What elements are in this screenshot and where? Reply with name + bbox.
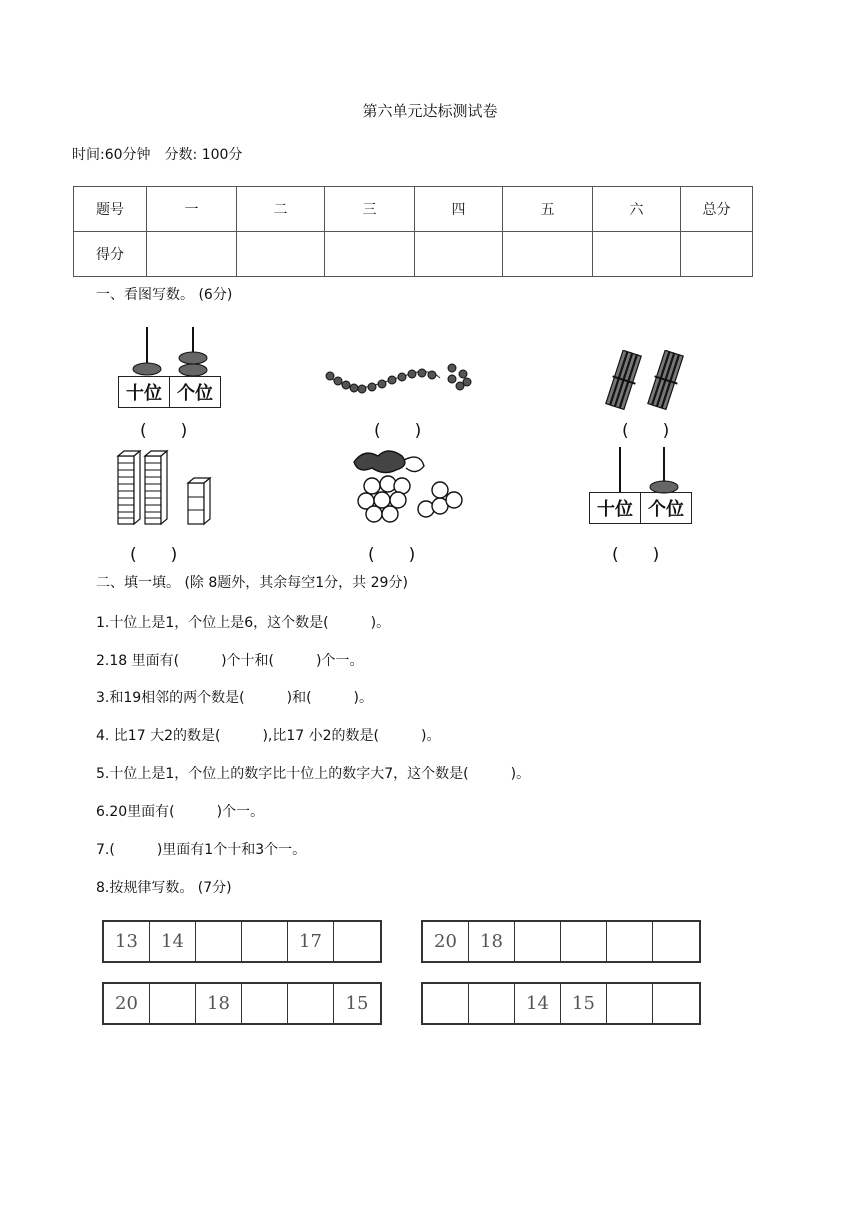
sequence-cell[interactable]: 20 <box>423 922 469 961</box>
score-header-cell: 三 <box>325 187 415 232</box>
tens-label: 十位 <box>119 377 170 407</box>
bead-string-figure <box>322 360 482 400</box>
score-input-cell[interactable] <box>237 232 325 277</box>
sequence-cell[interactable] <box>196 922 242 961</box>
number-sequence-3 <box>102 982 382 1025</box>
sequence-cell[interactable] <box>515 922 561 961</box>
sequence-cell[interactable] <box>653 984 699 1023</box>
question-4: 4. 比17 大2的数是( ),比17 小2的数是( )。 <box>96 728 441 744</box>
section-1-heading: 一、看图写数。 (6分) <box>96 287 233 303</box>
score-table-header-row <box>74 187 753 232</box>
ones-label: 个位 <box>648 499 684 520</box>
place-value-box-1 <box>118 376 221 408</box>
page-title: 第六单元达标测试卷 <box>362 102 498 120</box>
number-sequence-4 <box>421 982 701 1025</box>
number-sequence-2 <box>421 920 701 963</box>
score-header-cell: 五 <box>503 187 593 232</box>
score-input-cell[interactable] <box>147 232 237 277</box>
ones-label: 个位 <box>177 383 213 404</box>
question-8: 8.按规律写数。 (7分) <box>96 880 232 896</box>
answer-blank-2[interactable]: ( ) <box>374 421 422 441</box>
answer-blank-4[interactable]: ( ) <box>130 545 178 565</box>
score-input-cell[interactable] <box>681 232 753 277</box>
sequence-cell[interactable] <box>607 984 653 1023</box>
sequence-cell[interactable] <box>288 984 334 1023</box>
score-header-cell: 总分 <box>681 187 753 232</box>
sequence-cell[interactable] <box>423 984 469 1023</box>
question-5: 5.十位上是1，个位上的数字比十位上的数字大7，这个数是( )。 <box>96 766 531 782</box>
abacus-bead <box>179 352 207 364</box>
sequence-cell[interactable]: 14 <box>515 984 561 1023</box>
sequence-cell[interactable]: 17 <box>288 922 334 961</box>
sequence-cell[interactable] <box>334 922 380 961</box>
abacus-bead <box>133 363 161 375</box>
sequence-cell[interactable]: 13 <box>104 922 150 961</box>
score-header-cell: 二 <box>237 187 325 232</box>
question-1: 1.十位上是1，个位上是6，这个数是( )。 <box>96 615 391 631</box>
question-6: 6.20里面有( )个一。 <box>96 804 265 820</box>
sequence-cell[interactable] <box>242 922 288 961</box>
cube-columns-figure <box>112 448 217 528</box>
answer-blank-5[interactable]: ( ) <box>368 545 416 565</box>
stick-bundles-figure <box>604 350 694 412</box>
score-header-cell: 一 <box>147 187 237 232</box>
abacus-figure-2 <box>588 445 698 495</box>
exam-meta: 时间:60分钟 分数: 100分 <box>72 147 243 163</box>
sequence-cell[interactable]: 20 <box>104 984 150 1023</box>
score-input-cell[interactable] <box>593 232 681 277</box>
question-2: 2.18 里面有( )个十和( )个一。 <box>96 653 364 669</box>
question-7: 7.( )里面有1个十和3个一。 <box>96 842 307 858</box>
tens-label: 十位 <box>590 493 641 523</box>
number-sequence-1 <box>102 920 382 963</box>
score-input-cell[interactable] <box>325 232 415 277</box>
score-input-cell[interactable] <box>503 232 593 277</box>
sequence-cell[interactable] <box>469 984 515 1023</box>
section-2-heading: 二、填一填。 (除 8题外，其余每空1分，共 29分) <box>96 575 408 591</box>
score-table-score-row <box>74 232 753 277</box>
score-row-label: 得分 <box>74 232 147 277</box>
sequence-cell[interactable]: 15 <box>345 993 369 1014</box>
score-input-cell[interactable] <box>415 232 503 277</box>
answer-blank-3[interactable]: ( ) <box>622 421 670 441</box>
abacus-figure-1 <box>115 325 225 381</box>
sequence-cell[interactable] <box>150 984 196 1023</box>
sequence-cell[interactable] <box>561 922 607 961</box>
answer-blank-6[interactable]: ( ) <box>612 545 660 565</box>
sequence-cell[interactable]: 18 <box>196 984 242 1023</box>
question-3: 3.和19相邻的两个数是( )和( )。 <box>96 690 374 706</box>
score-header-cell: 四 <box>415 187 503 232</box>
grapes-figure <box>344 446 474 526</box>
answer-blank-1[interactable]: ( ) <box>140 421 188 441</box>
abacus-bead <box>179 364 207 376</box>
sequence-cell[interactable]: 18 <box>469 922 515 961</box>
sequence-cell[interactable] <box>242 984 288 1023</box>
sequence-cell[interactable]: 14 <box>150 922 196 961</box>
score-header-cell: 题号 <box>74 187 147 232</box>
sequence-cell[interactable]: 15 <box>561 984 607 1023</box>
sequence-cell[interactable] <box>607 922 653 961</box>
score-header-cell: 六 <box>593 187 681 232</box>
sequence-cell[interactable] <box>653 922 699 961</box>
place-value-box-2 <box>589 492 692 524</box>
score-table <box>73 186 753 277</box>
